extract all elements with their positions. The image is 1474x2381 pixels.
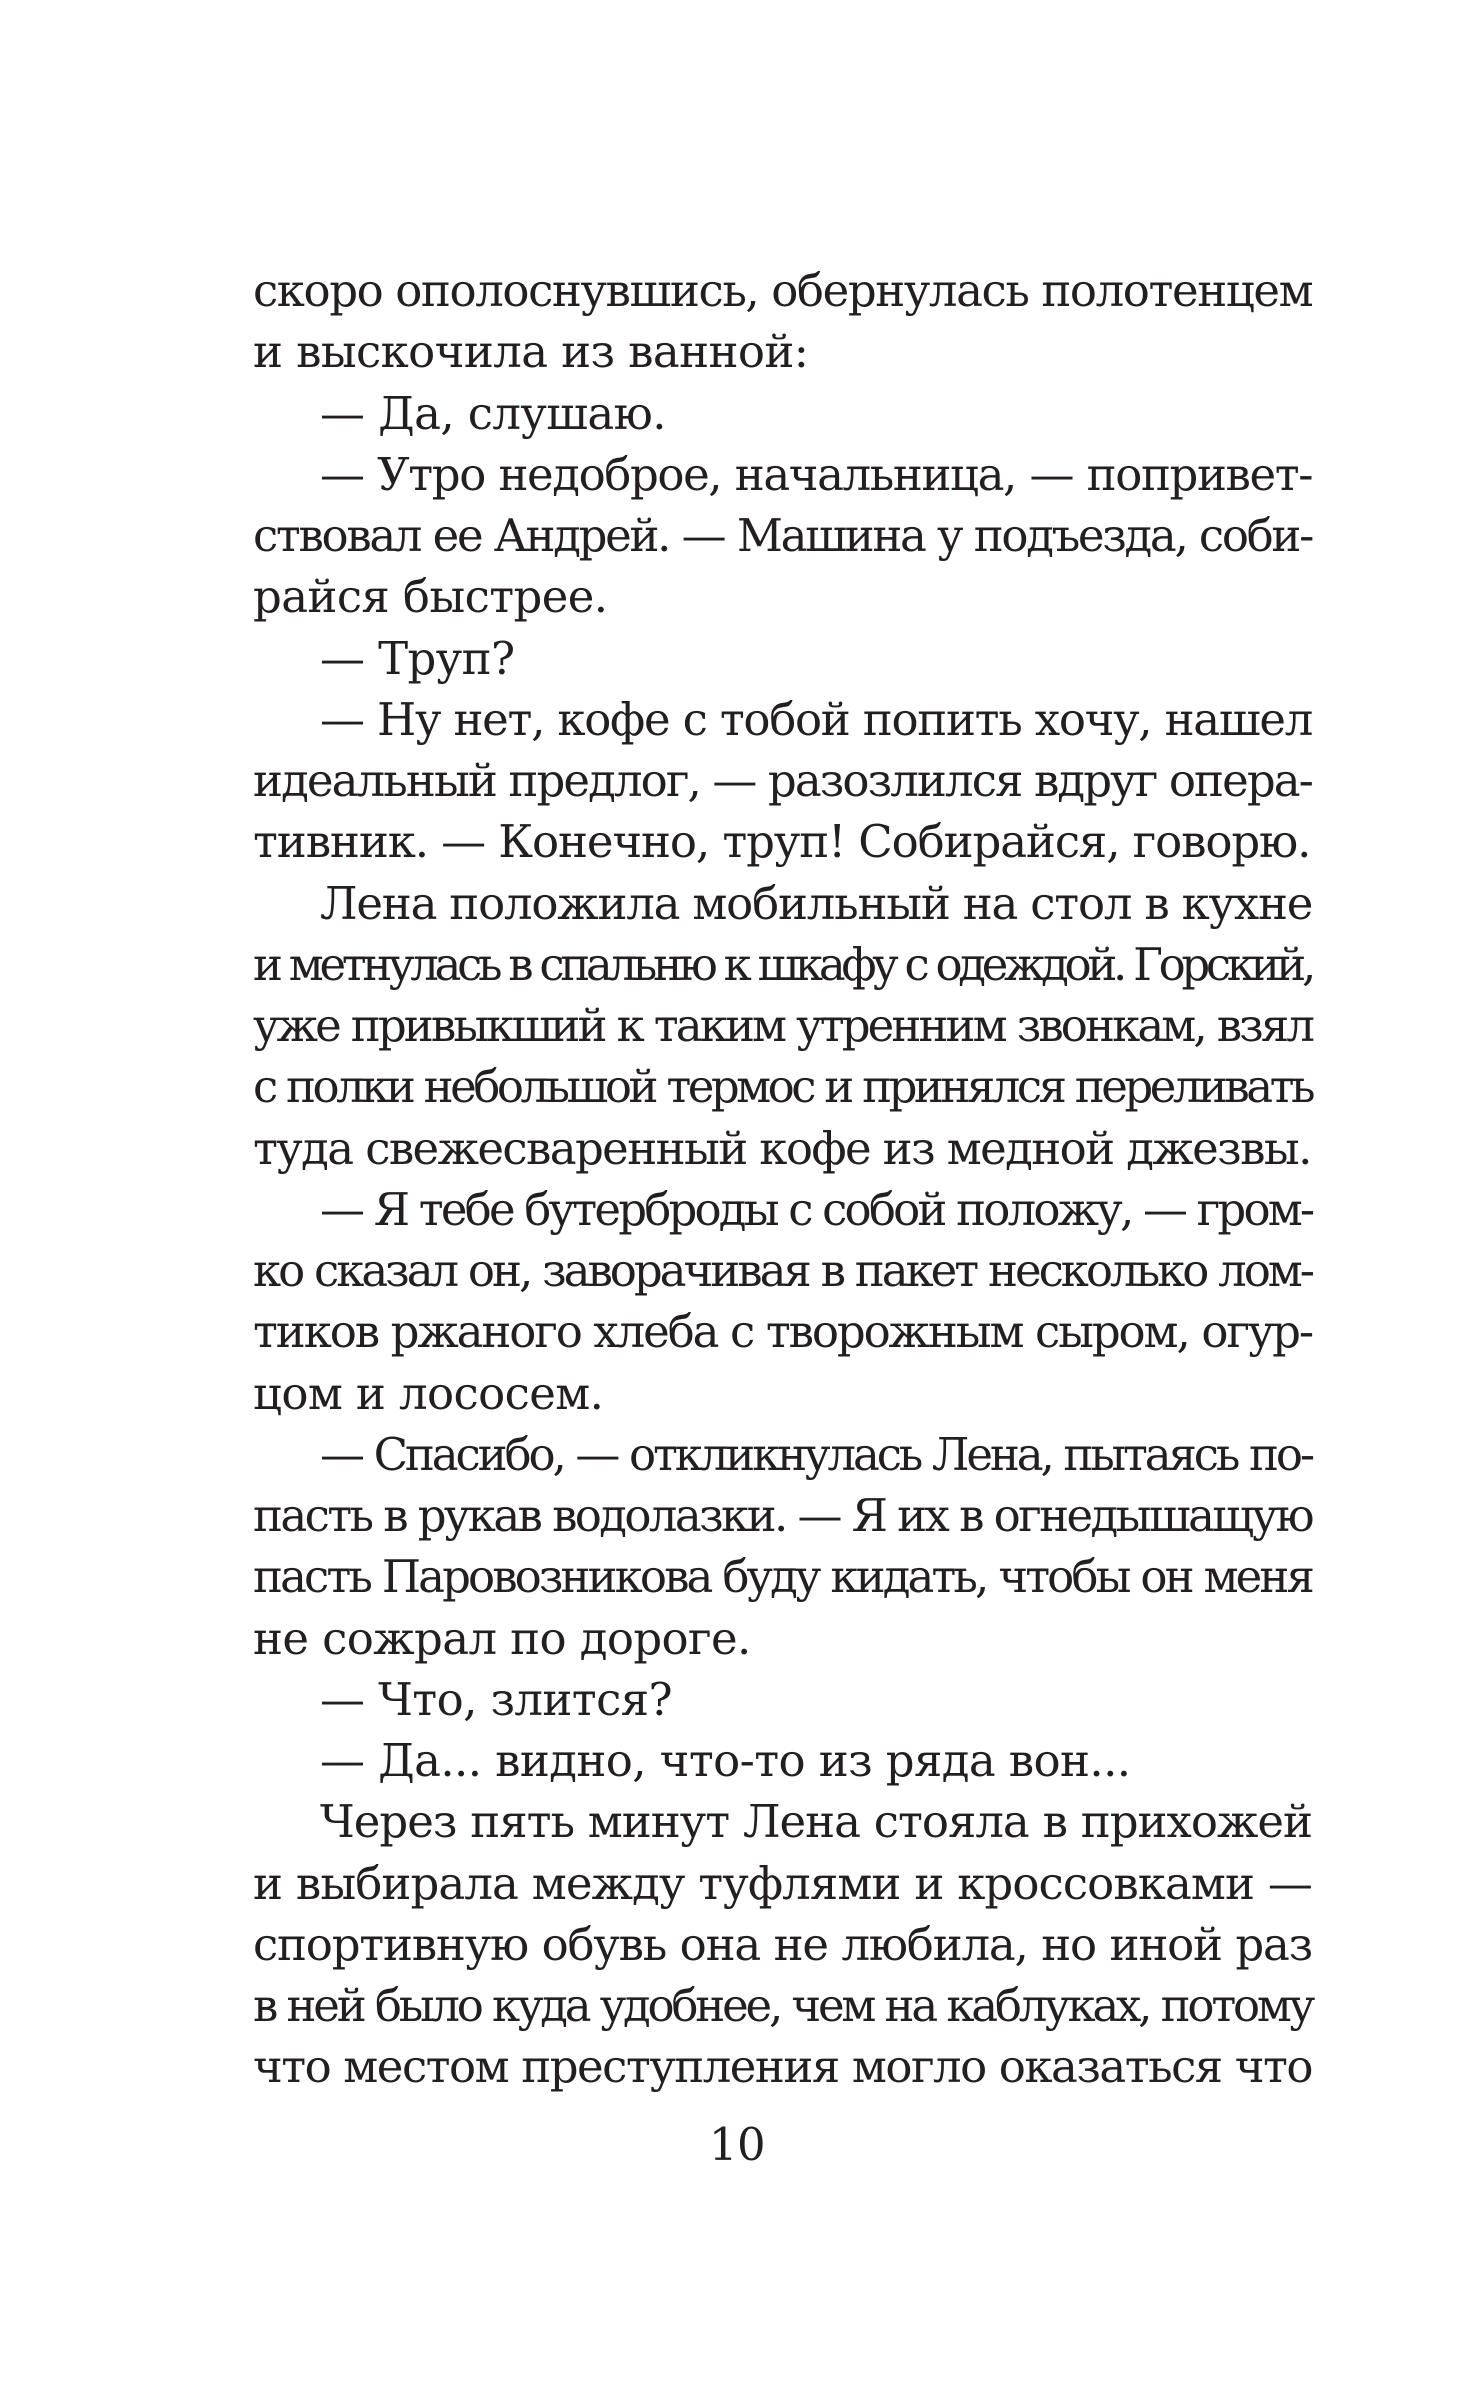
text-line: скоро ополоснувшись, обернулась полотенцем (253, 264, 1313, 317)
text-line: Лена положила мобильный на стол в кухне (320, 876, 1313, 930)
text-line: спортивную обувь она не любила, но иной раз (253, 1917, 1312, 1971)
text-line: цом и лососем. (253, 1366, 604, 1420)
text-line: — Утро недоброе, начальница, — попривет- (320, 447, 1312, 501)
page-number: 10 (708, 2118, 766, 2171)
text-line: Через пять минут Лена стояла в прихожей (320, 1795, 1312, 1849)
text-line: пасть Паровозникова буду кидать, чтобы он меня (253, 1550, 1312, 1604)
text-line: в ней было куда удобнее, чем на каблуках, потому (253, 1979, 1312, 2032)
text-line: ко сказал он, заворачивая в пакет несколько лом- (253, 1244, 1312, 1297)
text-line: и метнулась в спальню к шкафу с одеждой. Горский, (253, 937, 1312, 991)
text-line: — Да, слушаю. (320, 386, 666, 440)
text-line: — Что, злится? (320, 1672, 673, 1726)
text-line: и выбирала между туфлями и кроссовками — (253, 1856, 1312, 1910)
text-line: — Я тебе бутерброды с собой положу, — гром- (320, 1182, 1313, 1236)
text-line: что местом преступления могло оказаться что (253, 2040, 1312, 2094)
body-text (253, 260, 1312, 2098)
text-line: пасть в рукав водолазки. — Я их в огнедышащую (253, 1489, 1312, 1542)
text-line: уже привыкший к таким утренним звонкам, взял (253, 999, 1312, 1052)
text-line: идеальный предлог, — разозлился вдруг опера- (253, 754, 1312, 807)
text-line: и выскочила из ванной: (253, 325, 809, 379)
text-line: с полки небольшой термос и принялся переливать (253, 1060, 1312, 1114)
text-line: — Да... видно, что-то из ряда вон... (320, 1734, 1131, 1787)
text-line: ствовал ее Андрей. — Машина у подъезда, соби- (253, 509, 1312, 562)
text-line: райся быстрее. (253, 570, 608, 624)
text-line: — Ну нет, кофе с тобой попить хочу, нашел (320, 692, 1312, 746)
text-line: туда свежесваренный кофе из медной джезвы. (253, 1121, 1311, 1175)
text-line: — Спасибо, — откликнулась Лена, пытаясь по- (320, 1427, 1312, 1481)
text-line: тиков ржаного хлеба с творожным сыром, огур- (253, 1305, 1312, 1359)
text-line: тивник. — Конечно, труп! Собирайся, говорю. (253, 815, 1311, 869)
text-line: — Труп? (320, 631, 515, 685)
text-line: не сожрал по дороге. (253, 1611, 751, 1665)
